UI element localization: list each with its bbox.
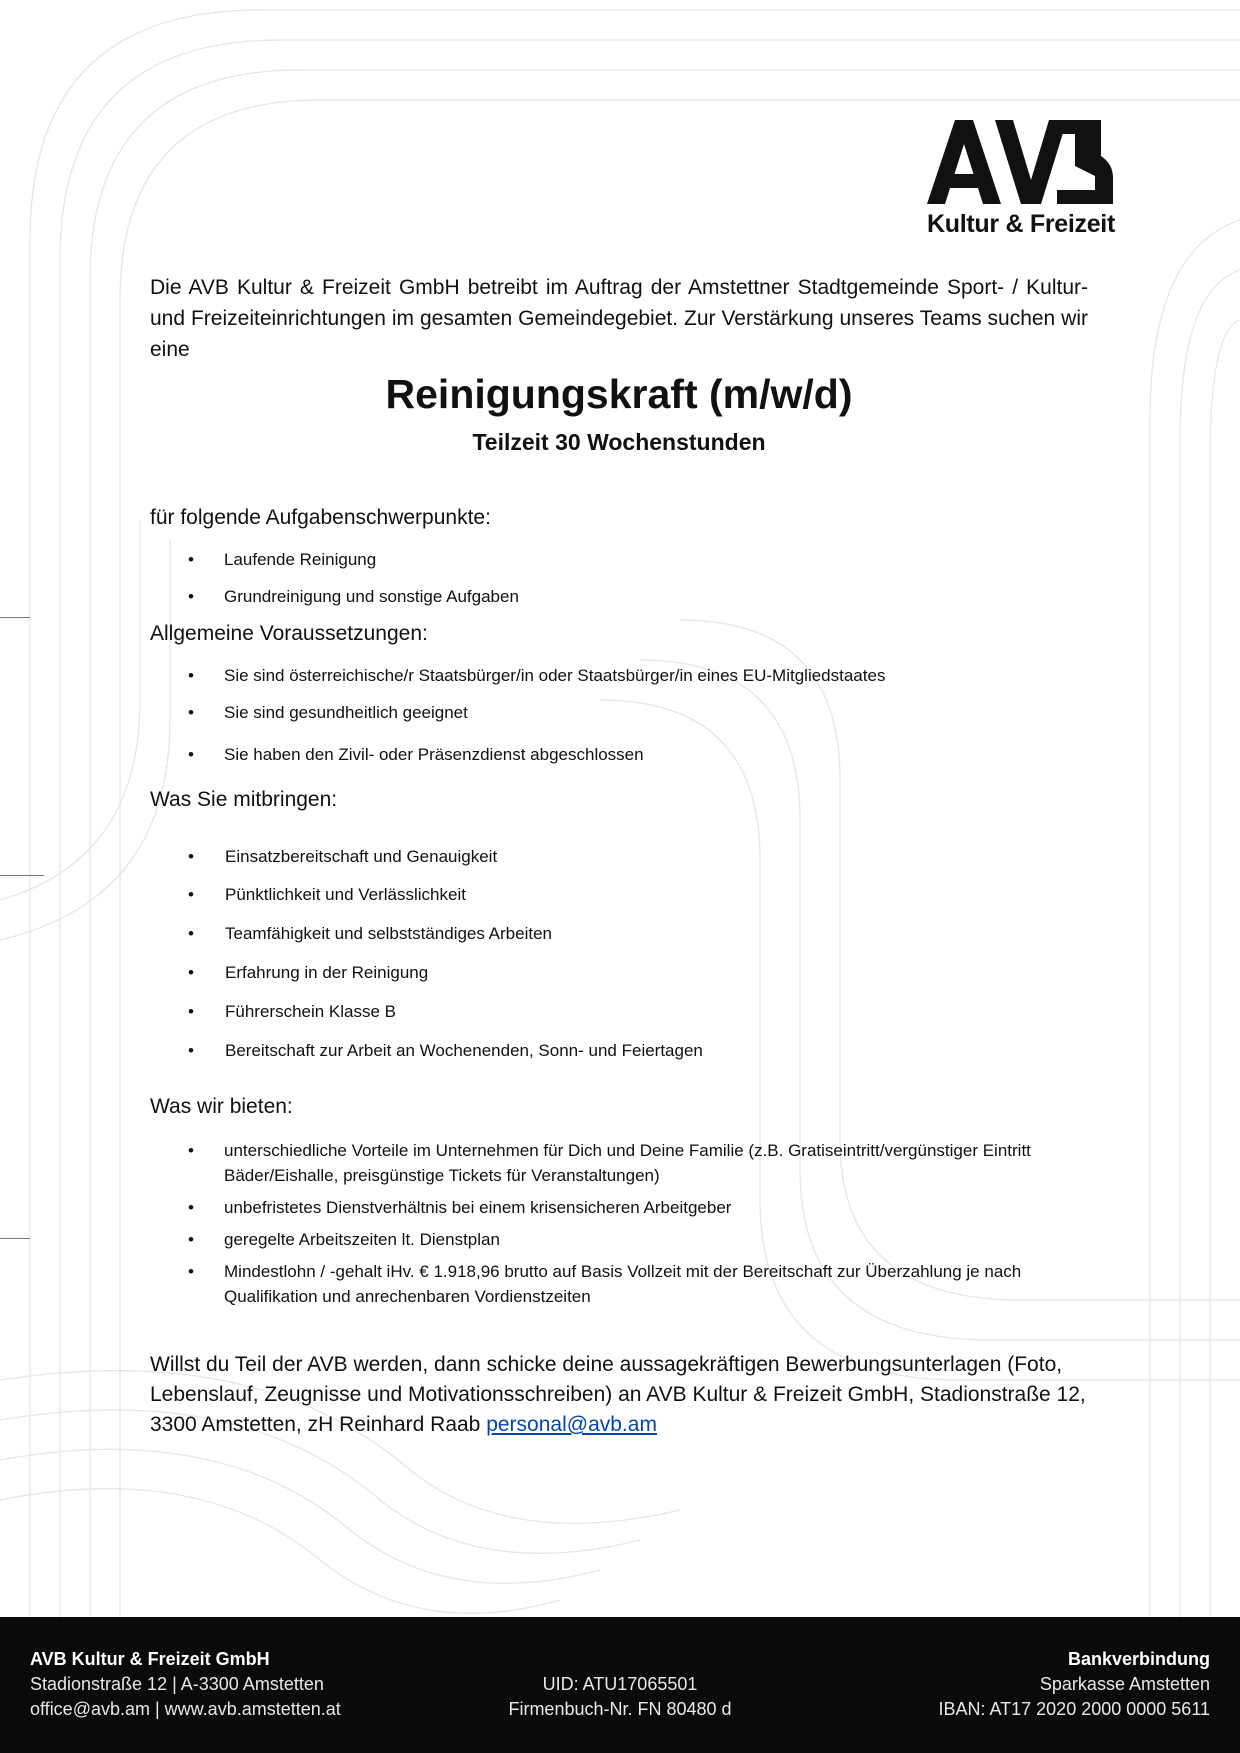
footer-contact: office@avb.am | www.avb.amstetten.at — [30, 1699, 341, 1719]
footer-bank-label: Bankverbindung — [1067, 1649, 1210, 1669]
list-tasks — [150, 547, 1090, 609]
list-item: • Pünktlichkeit und Verlässlichkeit — [150, 882, 1090, 907]
closing-text: Willst du Teil der AVB werden, dann schicke deine aussagekräftigen Bewerbungsunterlagen (Foto, Lebenslauf, Zeugnisse und Motivationsschreiben) an AVB Kultur & Freizeit GmbH, Stadionstraße 12, 3300 Amstetten, zH Reinhard Raab — [150, 1353, 1086, 1436]
list-requirements — [150, 663, 1090, 767]
list-item: • geregelte Arbeitszeiten lt. Dienstplan — [150, 1227, 1090, 1252]
footer — [0, 1617, 1240, 1753]
logo-text: Kultur & Freizeit — [927, 210, 1115, 238]
email-link[interactable]: personal@avb.am — [486, 1413, 657, 1436]
intro-paragraph: Die AVB Kultur & Freizeit GmbH betreibt im Auftrag der Amstettner Stadtgemeinde Sport- / Kultur- und Freizeiteinrichtungen im gesamten Gemeindegebiet. Zur Verstärkung unseres Teams suchen wir eine — [150, 276, 1088, 361]
job-title: Reinigungskraft (m/w/d) — [385, 371, 853, 417]
footer-register: Firmenbuch-Nr. FN 80480 d — [508, 1699, 732, 1719]
footer-company-name: AVB Kultur & Freizeit GmbH — [30, 1649, 270, 1669]
list-benefits — [150, 1138, 1090, 1309]
footer-bank-name: Sparkasse Amstetten — [1039, 1674, 1210, 1694]
list-item: • Grundreinigung und sonstige Aufgaben — [150, 584, 1090, 609]
list-item: • Sie haben den Zivil- oder Präsenzdienst abgeschlossen — [150, 742, 1090, 767]
list-item: • Laufende Reinigung — [150, 547, 1090, 572]
list-qualifications — [150, 844, 1090, 1063]
section-heading-requirements: Allgemeine Voraussetzungen: — [150, 622, 428, 645]
footer-uid: UID: ATU17065501 — [542, 1674, 698, 1694]
section-heading-tasks: für folgende Aufgabenschwerpunkte: — [150, 506, 491, 529]
list-item: • unterschiedliche Vorteile im Unternehmen für Dich und Deine Familie (z.B. Gratiseintritt/vergünstiger Eintritt Bäder/Eishalle, preisgünstige Tickets für Veranstaltungen) — [150, 1138, 1090, 1188]
avb-logo-mark — [925, 118, 1115, 206]
list-item: • Führerschein Klasse B — [150, 999, 1090, 1024]
footer-iban: IBAN: AT17 2020 2000 0000 5611 — [938, 1699, 1210, 1719]
list-item: • Erfahrung in der Reinigung — [150, 960, 1090, 985]
fold-mark — [0, 875, 44, 876]
fold-mark — [0, 1238, 30, 1239]
list-item: • Bereitschaft zur Arbeit an Wochenenden, Sonn- und Feiertagen — [150, 1038, 1090, 1063]
footer-address: Stadionstraße 12 | A-3300 Amstetten — [30, 1674, 324, 1694]
section-heading-benefits: Was wir bieten: — [150, 1095, 293, 1118]
closing-paragraph — [150, 1350, 1110, 1440]
list-item: • Sie sind österreichische/r Staatsbürger/in oder Staatsbürger/in eines EU-Mitgliedstaates — [150, 663, 1090, 688]
fold-mark — [0, 617, 30, 618]
avb-logo — [925, 118, 1120, 243]
list-item: • unbefristetes Dienstverhältnis bei einem krisensicheren Arbeitgeber — [150, 1195, 1090, 1220]
list-item: • Sie sind gesundheitlich geeignet — [150, 700, 1090, 725]
list-item: • Einsatzbereitschaft und Genauigkeit — [150, 844, 1090, 869]
list-item: • Mindestlohn / -gehalt iHv. € 1.918,96 brutto auf Basis Vollzeit mit der Bereitschaft zur Überzahlung je nach Qualifikation und anrechenbaren Vordienstzeiten — [150, 1259, 1090, 1309]
section-heading-qualifications: Was Sie mitbringen: — [150, 788, 338, 811]
list-item: • Teamfähigkeit und selbstständiges Arbeiten — [150, 921, 1090, 946]
job-subtitle: Teilzeit 30 Wochenstunden — [472, 429, 766, 455]
footer-bank-block — [938, 1647, 1210, 1722]
